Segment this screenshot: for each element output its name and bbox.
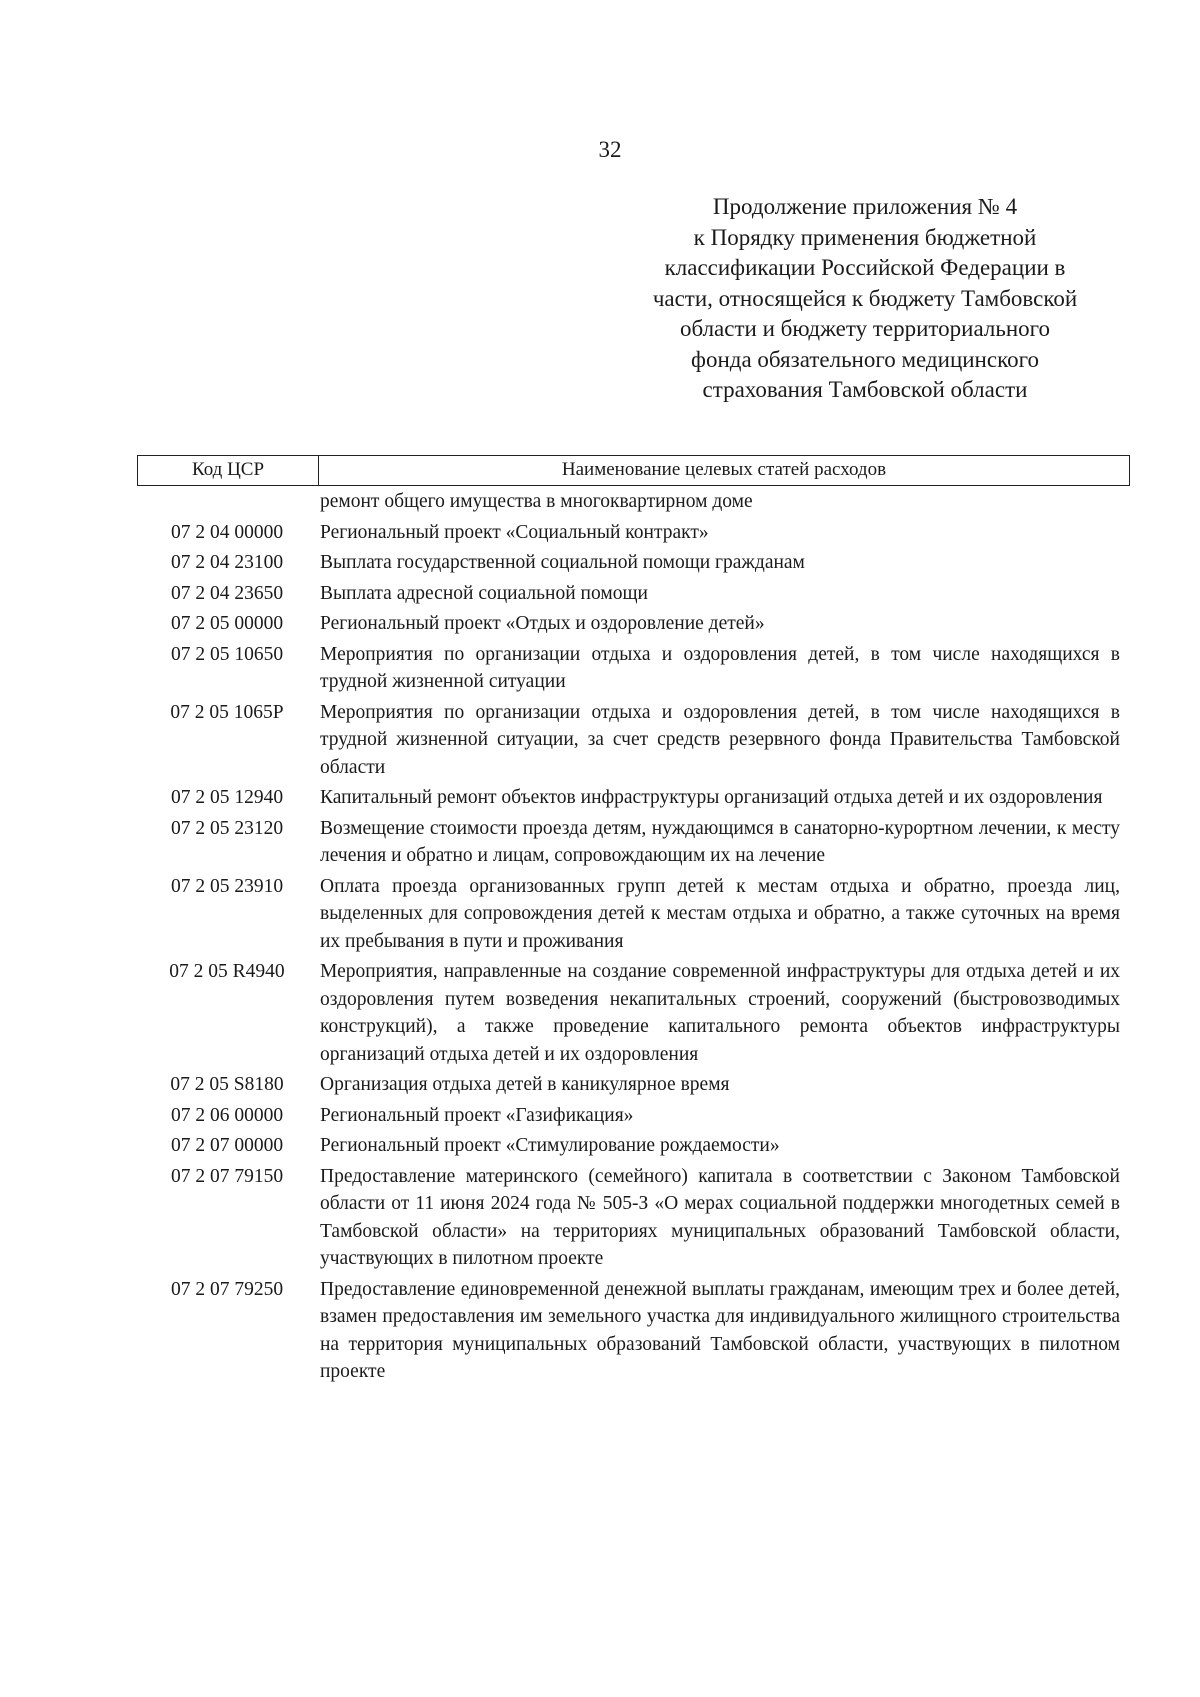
row-code: 07 2 05 R4940: [169, 961, 285, 982]
row-code: 07 2 05 10650: [170, 643, 284, 665]
row-code: 07 2 05 S8180: [170, 1074, 284, 1095]
row-code: 07 2 07 79250: [170, 1278, 284, 1300]
row-name: Предоставление материнского (семейного) капитала в соответствии с Законом Тамбовской области от 11 июня 2024 года № 505-З «О мерах социальной поддержки многодетных семей в Тамбовской области» на территориях муниципальных образований Тамбовской области, участвующих в пилотном проекте: [320, 1165, 1120, 1269]
table-row: [137, 488, 1130, 516]
table-row: [137, 641, 1130, 696]
table-row: [137, 1102, 1130, 1130]
table-row: [137, 958, 1130, 1068]
table-row: [137, 580, 1130, 608]
table-body: [137, 488, 1130, 1389]
row-code: 07 2 07 00000: [170, 1135, 284, 1156]
row-code: [137, 488, 317, 516]
row-name: Мероприятия, направленные на создание современной инфраструктуры для отдыха детей и их оздоровления путем возведения некапитальных строений, сооружений (быстровозводимых конструкций), а также проведение капитального ремонта объектов инфраструктуры организаций отдыха детей и их оздоровления: [320, 961, 1120, 1065]
table-row: [137, 699, 1130, 782]
row-name: Региональный проект «Газификация»: [320, 1104, 634, 1126]
row-name: Региональный проект «Стимулирование рождаемости»: [320, 1135, 780, 1156]
appendix-header-line: страхования Тамбовской области: [702, 377, 1028, 402]
row-code: 07 2 06 00000: [170, 1104, 284, 1126]
row-name: Возмещение стоимости проезда детям, нуждающимся в санаторно-курортном лечении, к месту лечения и обратно и лицам, сопровождающим их на лечение: [320, 817, 1120, 866]
row-name: ремонт общего имущества в многоквартирном доме: [320, 491, 753, 512]
row-code: 07 2 04 23650: [170, 582, 284, 604]
row-name: Оплата проезда организованных групп детей к местам отдыха и обратно, проезда лиц, выделенных для сопровождения детей к местам отдыха и обратно, а также суточных на время их пребывания в пути и проживания: [320, 875, 1120, 952]
row-code: 07 2 05 1065Р: [170, 701, 284, 723]
column-header-name: Наименование целевых статей расходов: [561, 459, 887, 480]
row-name: Предоставление единовременной денежной выплаты гражданам, имеющим трех и более детей, взамен предоставления им земельного участка для индивидуального жилищного строительства на территория муниципальных образований Тамбовской области, участвующих в пилотном проекте: [320, 1278, 1120, 1382]
table-row: [137, 815, 1130, 870]
table-row: [137, 873, 1130, 956]
appendix-header-line: к Порядку применения бюджетной: [693, 224, 1037, 250]
row-name: Капитальный ремонт объектов инфраструктуры организаций отдыха детей и их оздоровления: [320, 787, 1103, 808]
row-code: 07 2 07 79150: [170, 1165, 284, 1187]
table-row: [137, 1163, 1130, 1273]
row-code: 07 2 05 23120: [170, 817, 284, 839]
table-header: [137, 455, 1130, 486]
appendix-header-line: классификации Российской Федерации в: [664, 255, 1066, 280]
page-number: 32: [598, 137, 622, 162]
row-name: Организация отдыха детей в каникулярное время: [320, 1074, 730, 1095]
table-row: [137, 1071, 1130, 1099]
appendix-header-line: области и бюджету территориального: [679, 316, 1051, 341]
appendix-header: [600, 192, 1130, 406]
table-row: [137, 549, 1130, 577]
row-name: Региональный проект «Отдых и оздоровление детей»: [320, 613, 765, 634]
row-code: 07 2 04 00000: [170, 521, 284, 543]
row-name: Мероприятия по организации отдыха и оздоровления детей, в том числе находящихся в трудной жизненной ситуации, за счет средств резервного фонда Правительства Тамбовской области: [320, 701, 1120, 778]
table-row: [137, 519, 1130, 547]
row-code: 07 2 05 23910: [170, 875, 284, 897]
table-row: [137, 1276, 1130, 1386]
appendix-header-line: фонда обязательного медицинского: [691, 346, 1039, 372]
appendix-header-line: Продолжение приложения № 4: [712, 194, 1018, 219]
table-row: [137, 1132, 1130, 1160]
appendix-header-line: части, относящейся к бюджету Тамбовской: [652, 285, 1078, 311]
row-name: Мероприятия по организации отдыха и оздоровления детей, в том числе находящихся в трудной жизненной ситуации: [320, 643, 1120, 692]
row-code: 07 2 05 00000: [170, 613, 284, 634]
row-code: 07 2 04 23100: [170, 552, 284, 573]
row-code: 07 2 05 12940: [170, 787, 284, 808]
row-name: Региональный проект «Социальный контракт»: [320, 521, 709, 543]
row-name: Выплата адресной социальной помощи: [320, 582, 648, 604]
row-name: Выплата государственной социальной помощи гражданам: [320, 552, 805, 573]
table-row: [137, 610, 1130, 638]
column-header-code: Код ЦСР: [138, 456, 319, 485]
table-row: [137, 784, 1130, 812]
